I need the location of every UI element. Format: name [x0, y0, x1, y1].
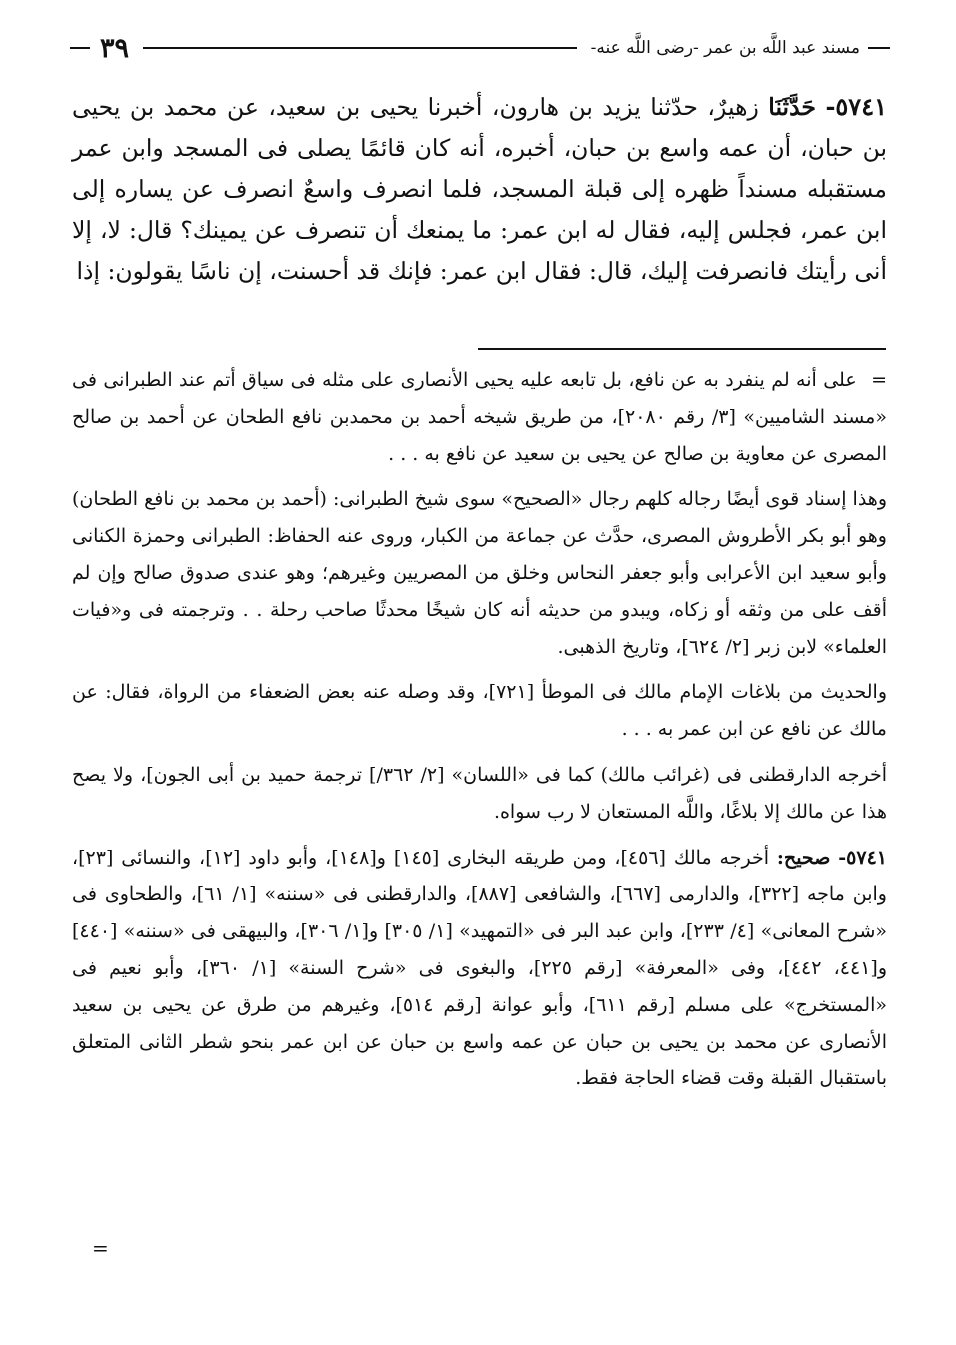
continuation-mark: = — [871, 369, 887, 391]
footnote-text: وهذا إسناد قوى أيضًا رجاله كلهم رجال «الصحيح» سوى شيخ الطبرانى: (أحمد بن محمد بن نافع الطحان) وهو أبو بكر الأطروش المصرى، حدَّث عن جماعة من الكبار، وروى عنه الحفاظ: الطبرانى وحمزة الكنانى وأبو سعيد ابن الأعرابى وأبو جعفر النحاس وخلق من المصريين وغيرهم؛ وهو عندى صدوق صالح وإن لم أقف على من وثقه أو زكاه، ويبدو من حديثه أنه كان شيخًا محدثًا صاحب رحلة . . وترجمته فى و«فيات العلماء» لابن زبر [٢/ ٦٢٤]، وتاريخ الذهبى. — [72, 488, 887, 658]
footnote-paragraph — [72, 840, 887, 1098]
running-title: مسند عبد اللَّه بن عمر -رضى اللَّه عنه- — [590, 38, 860, 58]
footnote-text: أخرجه الدارقطنى فى (غرائب مالك) كما فى «اللسان» [٢/ ٣٦٢/] ترجمة حميد بن أبى الجون]، ولا يصح هذا عن مالك إلا بلاغًا، واللَّه المستعان لا رب سواه. — [72, 763, 887, 823]
page-header — [70, 22, 890, 74]
hadith-intro: حَدَّثَنَا — [768, 93, 816, 121]
footnote-hadith-number: ٥٧٤١- — [838, 846, 887, 869]
footnote-paragraph — [72, 481, 887, 665]
hadith-number: ٥٧٤١- — [825, 92, 887, 121]
grading-label: صحيح: — [776, 846, 831, 869]
page-end-mark: = — [92, 1236, 109, 1260]
hadith-text: زهيرٌ، حدّثنا يزيد بن هارون، أخبرنا يحيى بن سعيد، عن محمد بن يحيى بن حبان، أن عمه واسع بن حبان، أخبره، أنه كان قائمًا يصلى فى المسجد وابن عمر مستقبله مسنداً ظهره إلى قبلة المسجد، فلما انصرف واسعٌ انصرف عن يساره إلى ابن عمر، فجلس إليه، فقال له ابن عمر: ما يمنعك أن تنصرف عن يمينك؟ قال: لا، إلا أنى رأيتك فانصرفت إليك، قال: فقال ابن عمر: فإنك قد أحسنت، إن ناسًا يقولون: إذا — [72, 93, 887, 285]
main-hadith — [72, 86, 887, 292]
footnote-text: على أنه لم ينفرد به عن نافع، بل تابعه عليه يحيى الأنصارى على مثله فى سياق أتم عند الطبرانى فى «مسند الشاميين» [٣/ رقم ٢٠٨٠]، من طريق شيخه أحمد بن محمدبن نافع الطحان عن أحمد بن صالح المصرى عن معاوية بن صالح عن يحيى بن سعيد عن نافع به . . . — [72, 369, 887, 465]
footnote-text: أخرجه مالك [٤٥٦]، ومن طريقه البخارى [١٤٥] و[١٤٨]، وأبو داود [١٢]، والنسائى [٢٣]، وابن ماجه [٣٢٢]، والدارمى [٦٦٧]، والشافعى [٨٨٧]، والدارقطنى فى «سننه» [١/ ٦١]، والطحاوى فى «شرح المعانى» [٤/ ٢٣٣]، وابن عبد البر فى «التمهيد» [١/ ٣٠٥] و[١/ ٣٠٦]، والبيهقى فى «سننه» [٤٤٠] و[٤٤١، ٤٤٢]، وفى «المعرفة» [رقم ٢٢٥]، والبغوى فى «شرح السنة» [١/ ٣٦٠]، وأبو نعيم فى «المستخرج» على مسلم [رقم ٦١١]، وأبو عوانة [رقم ٥١٤]، وغيرهم من طرق عن يحيى بن سعيد الأنصارى عن محمد بن يحيى بن حبان عن عمه واسع بن حبان عن ابن عمر بنحو شطر الثانى المتعلق باستقبال القبلة وقت قضاء الحاجة فقط. — [72, 846, 888, 1090]
footnote-paragraph — [72, 362, 887, 472]
footnote-paragraph — [72, 757, 887, 831]
footnotes — [72, 362, 887, 1106]
header-rule — [143, 47, 577, 49]
footnote-paragraph — [72, 674, 887, 748]
header-dash-right — [868, 47, 890, 49]
footnote-text: والحديث من بلاغات الإمام مالك فى الموطأ [٧٢١]، وقد وصله عنه بعض الضعفاء من الرواة، فقال: عن مالك عن نافع عن ابن عمر به . . . — [72, 681, 888, 741]
page-number: ٣٩ — [100, 32, 130, 64]
header-dash-left — [70, 47, 90, 49]
footnote-separator — [478, 348, 886, 350]
